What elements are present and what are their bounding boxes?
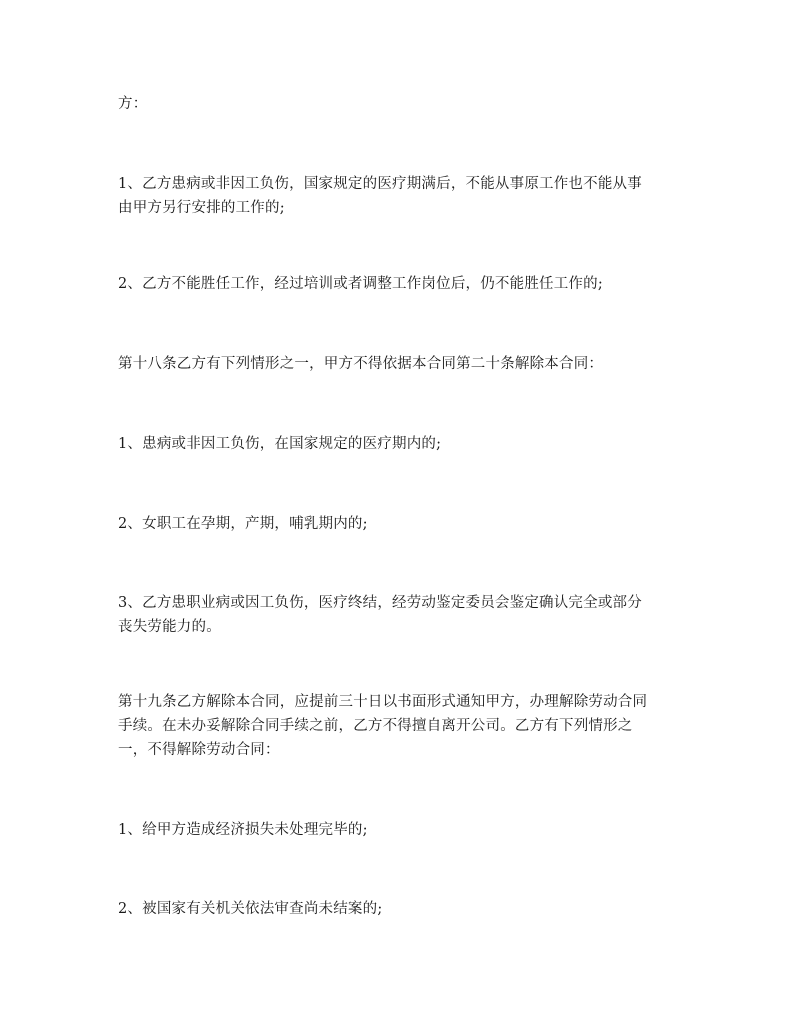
paragraph-line: 1、给甲方造成经济损失未处理完毕的;	[118, 822, 368, 838]
paragraph-line: 2、被国家有关机关依法审查尚未结案的;	[118, 901, 383, 917]
paragraph-line: 一，不得解除劳动合同：	[118, 742, 280, 758]
paragraph-line: 方：	[118, 96, 148, 112]
paragraph-article-18	[118, 352, 684, 376]
paragraph-article-19-item-1	[118, 818, 684, 842]
paragraph-article-18-item-1	[118, 432, 684, 456]
paragraph-line: 第十八条乙方有下列情形之一，甲方不得依据本合同第二十条解除本合同：	[118, 356, 604, 372]
paragraph-line: 丧失劳能力的。	[118, 619, 221, 635]
paragraph-line: 3、乙方患职业病或因工负伤，医疗终结，经劳动鉴定委员会鉴定确认完全或部分	[118, 595, 642, 611]
paragraph-article-18-item-3	[118, 591, 684, 639]
paragraph-article-19-item-2	[118, 897, 684, 921]
paragraph-article-19	[118, 690, 684, 762]
paragraph-item-2-incompetent	[118, 272, 684, 296]
paragraph-line: 1、乙方患病或非因工负伤，国家规定的医疗期满后，不能从事原工作也不能从事	[118, 176, 642, 192]
paragraph-article-18-item-2	[118, 512, 684, 536]
paragraph-line: 2、乙方不能胜任工作，经过培训或者调整工作岗位后，仍不能胜任工作的;	[118, 276, 603, 292]
paragraph-line: 第十九条乙方解除本合同，应提前三十日以书面形式通知甲方，办理解除劳动合同	[118, 694, 648, 710]
paragraph-line: 由甲方另行安排的工作的;	[118, 200, 285, 216]
paragraph-line: 手续。在未办妥解除合同手续之前，乙方不得擅自离开公司。乙方有下列情形之	[118, 718, 633, 734]
paragraph-line: 2、女职工在孕期，产期，哺乳期内的;	[118, 516, 368, 532]
paragraph-item-1-medical-period	[118, 172, 684, 220]
paragraph-line: 1、患病或非因工负伤，在国家规定的医疗期内的;	[118, 436, 442, 452]
paragraph-fang	[118, 92, 684, 116]
